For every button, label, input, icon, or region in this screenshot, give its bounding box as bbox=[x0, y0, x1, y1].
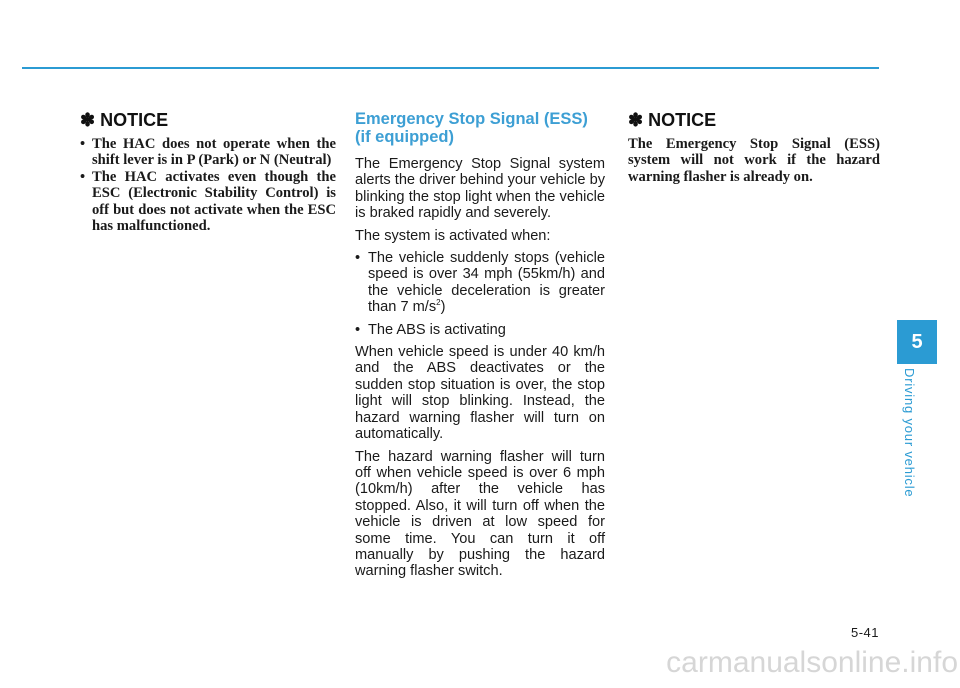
page-number: 5-41 bbox=[850, 625, 879, 640]
condition-close: ) bbox=[440, 299, 446, 316]
condition-text: The vehicle suddenly stops (vehicle speed is over 34 mph (55km/h) and the vehicle deceleration is greater than 7 m/s bbox=[368, 250, 605, 316]
list-item: • The HAC does not operate when the shift lever is in P (Park) or N (Neutral) bbox=[80, 136, 336, 169]
ess-section bbox=[355, 110, 605, 586]
chapter-tab: 5 bbox=[897, 320, 937, 364]
notice-title: ✽ NOTICE bbox=[628, 110, 717, 130]
deactivation-paragraph: When vehicle speed is under 40 km/h and the ABS deactivates or the sudden stop situation is over, the stop light will stop blinking. Instead, the hazard warning flasher will turn on automatically. bbox=[355, 344, 605, 443]
activation-lead: The system is activated when: bbox=[355, 227, 551, 244]
notice-text: The Emergency Stop Signal (ESS) system will not work if the hazard warning flasher is already on. bbox=[628, 136, 880, 185]
list-item: • The ABS is activating bbox=[355, 322, 605, 338]
activation-conditions bbox=[355, 250, 605, 338]
superscript: 2 bbox=[436, 298, 441, 308]
notice-title: ✽ NOTICE bbox=[80, 110, 169, 130]
list-item bbox=[355, 250, 605, 316]
notice-ess bbox=[628, 110, 880, 185]
list-item: • The HAC activates even though the ESC (Electronic Stability Control) is off but does not activate when the ESC has malfunctioned. bbox=[80, 169, 336, 235]
chapter-label: Driving your vehicle bbox=[902, 368, 917, 498]
ess-intro: The Emergency Stop Signal system alerts the driver behind your vehicle by blinking the stop light when the vehicle is braked rapidly and severely. bbox=[355, 156, 605, 222]
watermark: carmanualsonline.info bbox=[666, 646, 958, 679]
top-divider-line bbox=[22, 67, 879, 69]
section-heading: Emergency Stop Signal (ESS) (if equipped) bbox=[355, 110, 588, 146]
hazard-paragraph: The hazard warning flasher will turn off when vehicle speed is over 6 mph (10km/h) after the vehicle has stopped. Also, it will turn off when the vehicle is driven at low speed for some time. You can turn it off manually by pushing the hazard warning flasher switch. bbox=[355, 448, 605, 580]
notice-list bbox=[80, 136, 336, 234]
notice-hac bbox=[80, 110, 336, 234]
